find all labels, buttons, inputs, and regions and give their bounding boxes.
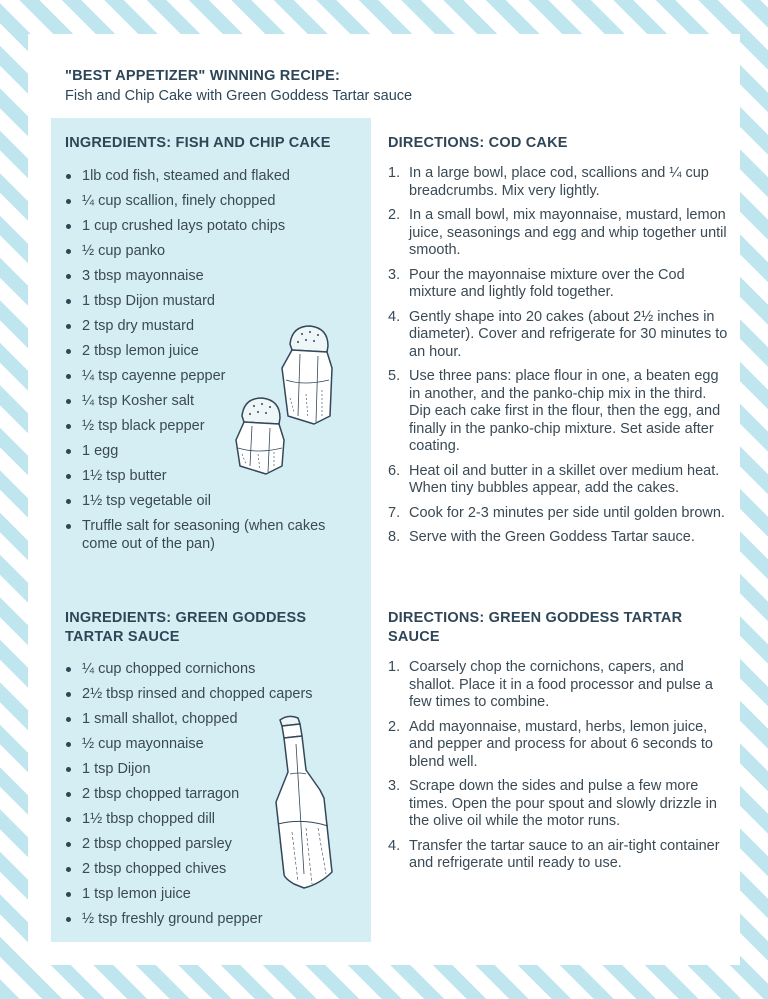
list-item: 2 tbsp chopped chives: [65, 860, 360, 878]
list-item: 2½ tbsp rinsed and chopped capers: [65, 685, 360, 703]
step-text: Add mayonnaise, mustard, herbs, lemon juice, and pepper and process for about 6 seconds to blend well.: [409, 718, 713, 770]
list-item: Truffle salt for seasoning (when cakes come out of the pan): [65, 517, 360, 553]
recipe-page: [28, 34, 740, 965]
direction-step: [388, 529, 728, 547]
list-item: 1lb cod fish, steamed and flaked: [65, 167, 360, 185]
direction-step: [388, 368, 728, 456]
step-text: In a small bowl, mix mayonnaise, mustard, lemon juice, seasonings and egg and whip together until smooth.: [409, 207, 727, 258]
list-item: ¼ tsp cayenne pepper: [65, 367, 360, 385]
list-item: 1 tbsp Dijon mustard: [65, 292, 360, 310]
step-number: 8.: [388, 529, 401, 545]
list-item: 1½ tsp vegetable oil: [65, 492, 360, 510]
step-number: 5.: [388, 368, 401, 384]
cake-ingredients-title: INGREDIENTS: FISH AND CHIP CAKE: [65, 135, 331, 151]
step-number: 4.: [388, 837, 401, 854]
step-text: In a large bowl, place cod, scallions and ¼ cup breadcrumbs. Mix very lightly.: [409, 165, 709, 199]
sauce-directions-list: [388, 659, 728, 873]
direction-step: [388, 838, 728, 873]
step-number: 3.: [388, 266, 401, 283]
step-number: 2.: [388, 718, 401, 735]
list-item: ¼ cup scallion, finely chopped: [65, 192, 360, 210]
step-number: 7.: [388, 504, 401, 521]
list-item: 1½ tsp butter: [65, 467, 360, 485]
direction-step: [388, 719, 728, 772]
list-item: ½ cup mayonnaise: [65, 735, 360, 753]
step-text: Heat oil and butter in a skillet over medium heat. When tiny bubbles appear, add the cakes.: [409, 462, 720, 496]
direction-step: [388, 778, 728, 831]
list-item: ½ cup panko: [65, 242, 360, 260]
salt-and-pepper-shakers-icon: [232, 320, 344, 476]
list-item: ¼ cup chopped cornichons: [65, 660, 360, 678]
step-text: Gently shape into 20 cakes (about 2½ inches in diameter). Cover and refrigerate for 30 minutes to an hour.: [409, 308, 728, 360]
step-number: 6.: [388, 462, 401, 479]
direction-step: [388, 659, 728, 712]
step-number: 1.: [388, 659, 401, 675]
cake-directions-section: [388, 134, 728, 554]
sauce-directions-section: [388, 609, 728, 880]
list-item: 2 tbsp chopped tarragon: [65, 785, 360, 803]
direction-step: [388, 165, 728, 200]
list-item: ¼ tsp Kosher salt: [65, 392, 360, 410]
direction-step: [388, 505, 728, 523]
step-text: Use three pans: place flour in one, a beaten egg in another, and the panko-chip mix in the third. Dip each cake first in the flour, then the egg, and finally in the panko-chip mixture. Set aside after coating.: [409, 368, 721, 454]
recipe-subtitle: Fish and Chip Cake with Green Goddess Tartar sauce: [65, 88, 413, 104]
step-text: Scrape down the sides and pulse a few more times. Open the pour spout and slowly drizzle in the olive oil while the motor runs.: [409, 778, 717, 829]
cake-directions-title: DIRECTIONS: COD CAKE: [388, 135, 568, 151]
direction-step: [388, 207, 728, 260]
step-text: Cook for 2-3 minutes per side until golden brown.: [409, 504, 725, 521]
recipe-title: "BEST APPETIZER" WINNING RECIPE:: [65, 68, 340, 84]
list-item: 1½ tbsp chopped dill: [65, 810, 360, 828]
step-text: Transfer the tartar sauce to an air-tight container and refrigerate until ready to use.: [409, 837, 720, 871]
list-item: 1 tsp lemon juice: [65, 885, 360, 903]
list-item: 1 tsp Dijon: [65, 760, 360, 778]
direction-step: [388, 309, 728, 362]
sauce-ingredients-title: INGREDIENTS: GREEN GODDESS TARTAR SAUCE: [65, 610, 307, 645]
direction-step: [388, 267, 728, 302]
step-text: Coarsely chop the cornichons, capers, and shallot. Place it in a food processor and pulse a few times to combine.: [409, 659, 713, 710]
step-number: 2.: [388, 207, 401, 223]
list-item: 2 tbsp lemon juice: [65, 342, 360, 360]
list-item: 1 cup crushed lays potato chips: [65, 217, 360, 235]
sauce-directions-title: DIRECTIONS: GREEN GODDESS TARTAR SAUCE: [388, 610, 683, 645]
list-item: 2 tsp dry mustard: [65, 317, 360, 335]
recipe-header: [65, 68, 705, 104]
list-item: ½ tsp freshly ground pepper: [65, 910, 360, 928]
list-item: ½ tsp black pepper: [65, 417, 360, 435]
olive-oil-bottle-icon: [270, 714, 344, 892]
cake-directions-list: [388, 165, 728, 547]
direction-step: [388, 463, 728, 498]
step-text: Pour the mayonnaise mixture over the Cod mixture and lightly fold together.: [409, 266, 685, 300]
list-item: 2 tbsp chopped parsley: [65, 835, 360, 853]
list-item: 1 egg: [65, 442, 360, 460]
list-item: 3 tbsp mayonnaise: [65, 267, 360, 285]
step-text: Serve with the Green Goddess Tartar sauce.: [409, 529, 695, 545]
step-number: 4.: [388, 308, 401, 325]
step-number: 3.: [388, 778, 401, 794]
list-item: 1 small shallot, chopped: [65, 710, 360, 728]
step-number: 1.: [388, 165, 401, 181]
